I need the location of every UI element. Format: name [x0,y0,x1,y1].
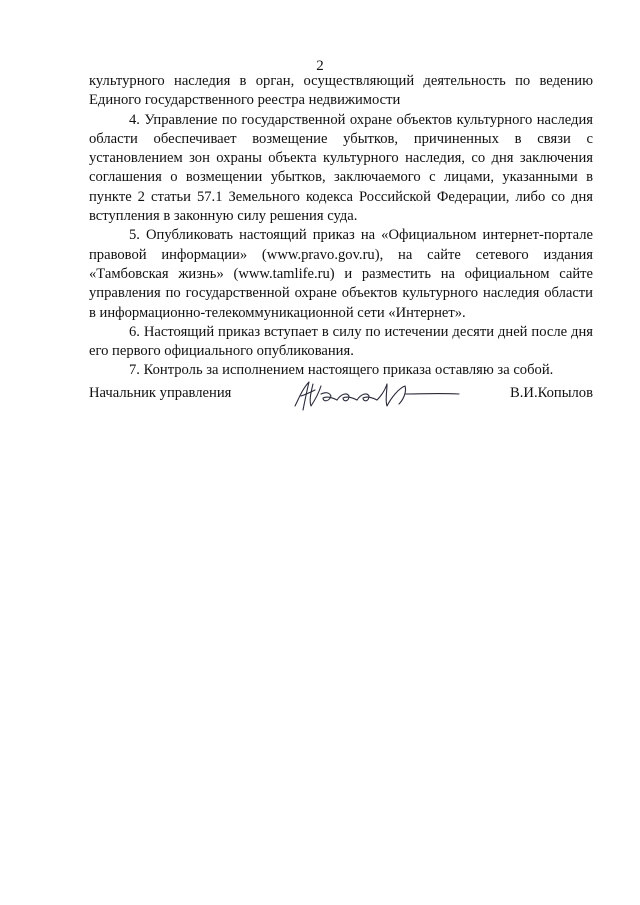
paragraph-item-5: 5. Опубликовать настоящий приказ на «Официальном интернет-портале правовой информации» (www.pravo.gov.ru), на сайте сетевого издания «Тамбовская жизнь» (www.tamlife.ru) и разместить на официальном сайте управления по государственной охране объектов культурного наследия области в информационно-телекоммуникационной сети «Интернет». [89,227,593,321]
paragraph-item-4: 4. Управление по государственной охране объектов культурного наследия области обеспечивает возмещение убытков, причиненных в связи с установлением зон охраны объекта культурного наследия, со дня заключения соглашения о возмещении убытков, заключаемого с лицами, указанными в пункте 2 статьи 57.1 Земельного кодекса Российской Федерации, либо со дня вступления в законную силу решения суда. [89,111,593,225]
handwritten-signature [287,376,467,414]
signatory-title: Начальник управления [89,385,232,401]
document-body [89,72,593,381]
paragraph-continuation: культурного наследия в орган, осуществляющий деятельность по ведению Единого государственного реестра недвижимости [89,73,593,109]
signatory-name: В.И.Копылов [510,385,593,401]
page-number: 2 [316,58,324,74]
paragraph-item-7: 7. Контроль за исполнением настоящего приказа оставляю за собой. [129,362,554,379]
signature-block [89,376,593,416]
paragraph-item-6: 6. Настоящий приказ вступает в силу по истечении десяти дней после дня его первого официального опубликования. [89,323,593,360]
